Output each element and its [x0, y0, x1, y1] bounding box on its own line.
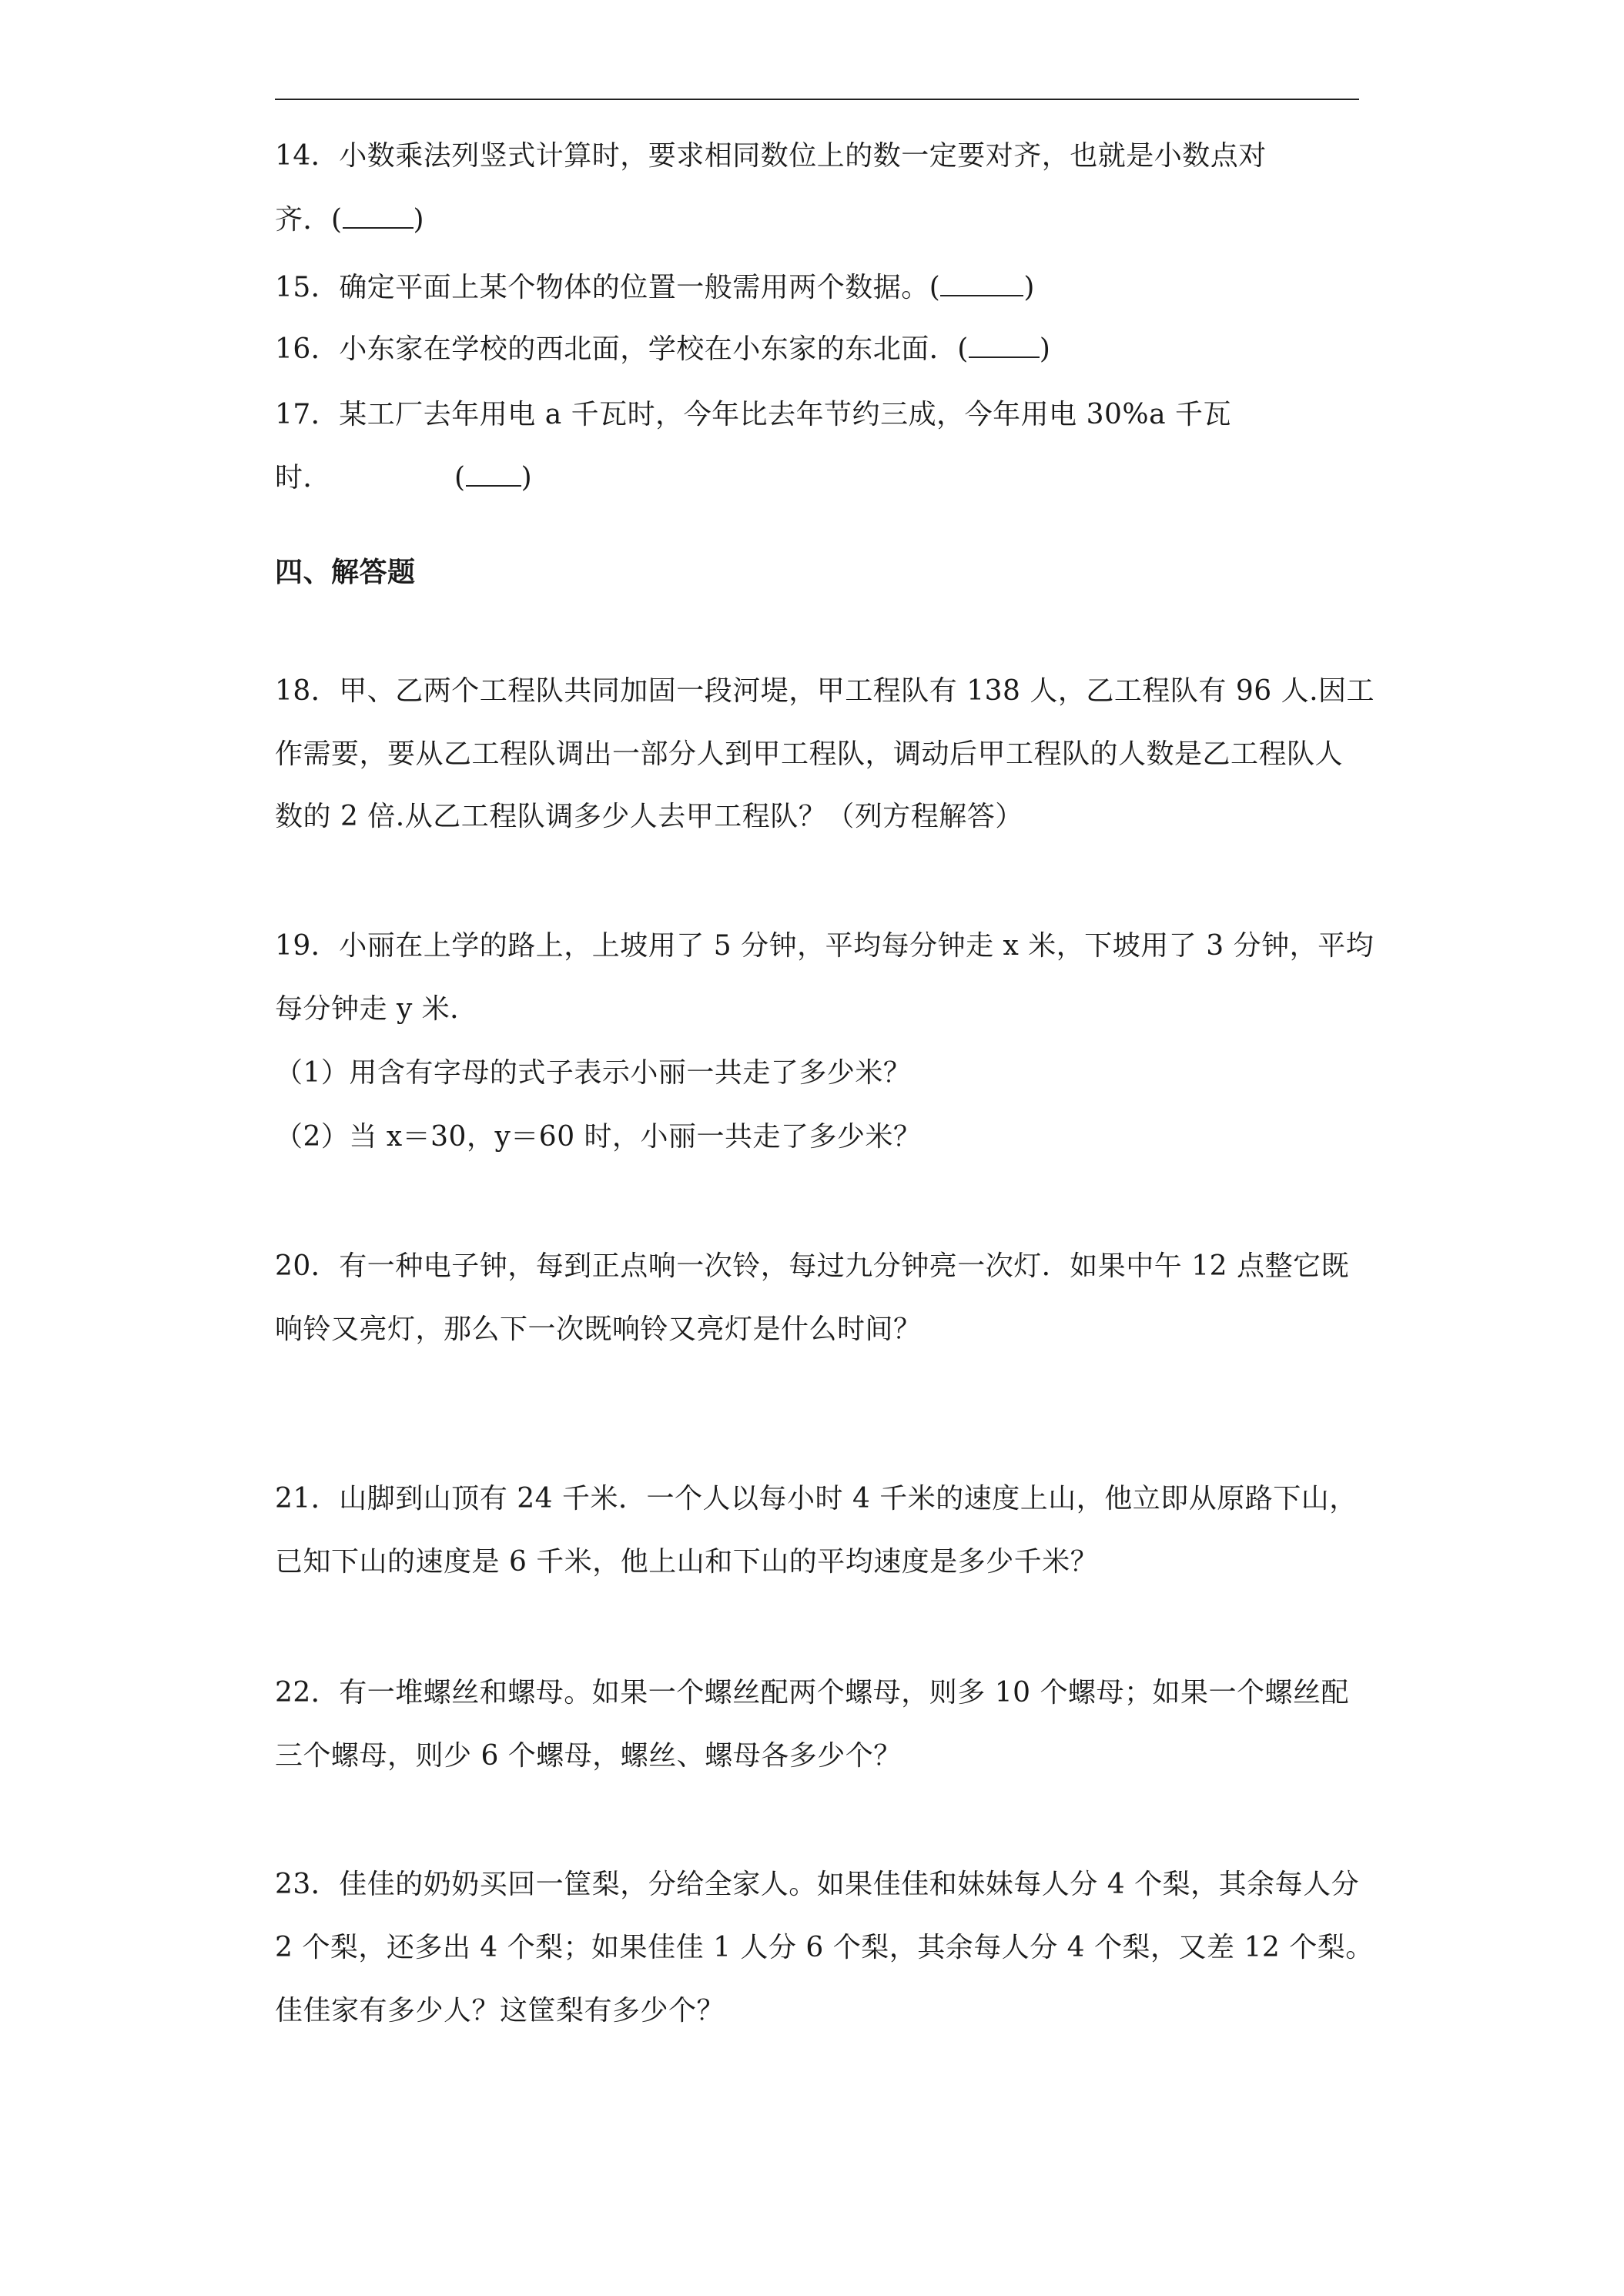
- q16-text: 16．小东家在学校的西北面，学校在小东家的东北面．(: [275, 333, 969, 365]
- header-rule: [275, 99, 1359, 100]
- q22-line1: 22．有一堆螺丝和螺母。如果一个螺丝配两个螺母，则多 10 个螺母；如果一个螺丝配: [275, 1677, 1350, 1709]
- q17-line2-text: 时．: [275, 462, 332, 494]
- section-title: 四、解答题: [275, 557, 416, 588]
- q16-line: [275, 333, 1050, 366]
- q23-line2: 2 个梨，还多出 4 个梨；如果佳佳 1 人分 6 个梨，其余每人分 4 个梨，又差 12 个梨。: [275, 1932, 1374, 1963]
- q20-line1: 20．有一种电子钟，每到正点响一次铃，每过九分钟亮一次灯．如果中午 12 点整它既: [275, 1250, 1350, 1282]
- q23-line3: 佳佳家有多少人？这筐梨有多少个？: [275, 1995, 725, 2027]
- q15-line: [275, 271, 1035, 305]
- q17-line2: [275, 461, 532, 495]
- q22-line2: 三个螺母，则少 6 个螺母，螺丝、螺母各多少个？: [275, 1740, 902, 1772]
- q18-line3: 数的 2 倍.从乙工程队调多少人去甲工程队？（列方程解答）: [275, 801, 1023, 832]
- q19-line1: 19．小丽在上学的路上，上坡用了 5 分钟，平均每分钟走 x 米，下坡用了 3 分钟，平均: [275, 930, 1375, 962]
- q17-line1: 17．某工厂去年用电 a 千瓦时，今年比去年节约三成，今年用电 30%a 千瓦: [275, 399, 1232, 430]
- q21-line1: 21．山脚到山顶有 24 千米．一个人以每小时 4 千米的速度上山，他立即从原路下山，: [275, 1483, 1358, 1514]
- q17-open-paren: (: [454, 462, 466, 494]
- q18-line2: 作需要，要从乙工程队调出一部分人到甲工程队，调动后甲工程队的人数是乙工程队人: [275, 738, 1344, 770]
- q15-close-paren: ): [1023, 272, 1035, 303]
- q19-sub2: （2）当 x＝30，y＝60 时，小丽一共走了多少米？: [275, 1121, 922, 1153]
- q14-line2: [275, 203, 424, 237]
- q18-line1: 18．甲、乙两个工程队共同加固一段河堤，甲工程队有 138 人，乙工程队有 96 人.因工: [275, 675, 1375, 707]
- q23-line1: 23．佳佳的奶奶买回一筐梨，分给全家人。如果佳佳和妹妹每人分 4 个梨，其余每人分: [275, 1869, 1360, 1900]
- q17-answer-blank[interactable]: [466, 462, 521, 487]
- q20-line2: 响铃又亮灯，那么下一次既响铃又亮灯是什么时间？: [275, 1314, 922, 1345]
- q16-answer-blank[interactable]: [969, 333, 1040, 358]
- q14-answer-blank[interactable]: [343, 204, 414, 229]
- q21-line2: 已知下山的速度是 6 千米，他上山和下山的平均速度是多少千米？: [275, 1546, 1099, 1578]
- q15-text: 15．确定平面上某个物体的位置一般需用两个数据。(: [275, 272, 941, 303]
- q19-sub1: （1）用含有字母的式子表示小丽一共走了多少米？: [275, 1057, 912, 1089]
- q16-close-paren: ): [1039, 333, 1051, 365]
- q14-line2-text: 齐．(: [275, 204, 343, 236]
- q14-line1: 14．小数乘法列竖式计算时，要求相同数位上的数一定要对齐，也就是小数点对: [275, 140, 1267, 172]
- q17-close-paren: ): [521, 462, 533, 494]
- q15-answer-blank[interactable]: [940, 272, 1023, 296]
- q19-line2: 每分钟走 y 米．: [275, 993, 478, 1025]
- q14-close-paren: ): [413, 204, 425, 236]
